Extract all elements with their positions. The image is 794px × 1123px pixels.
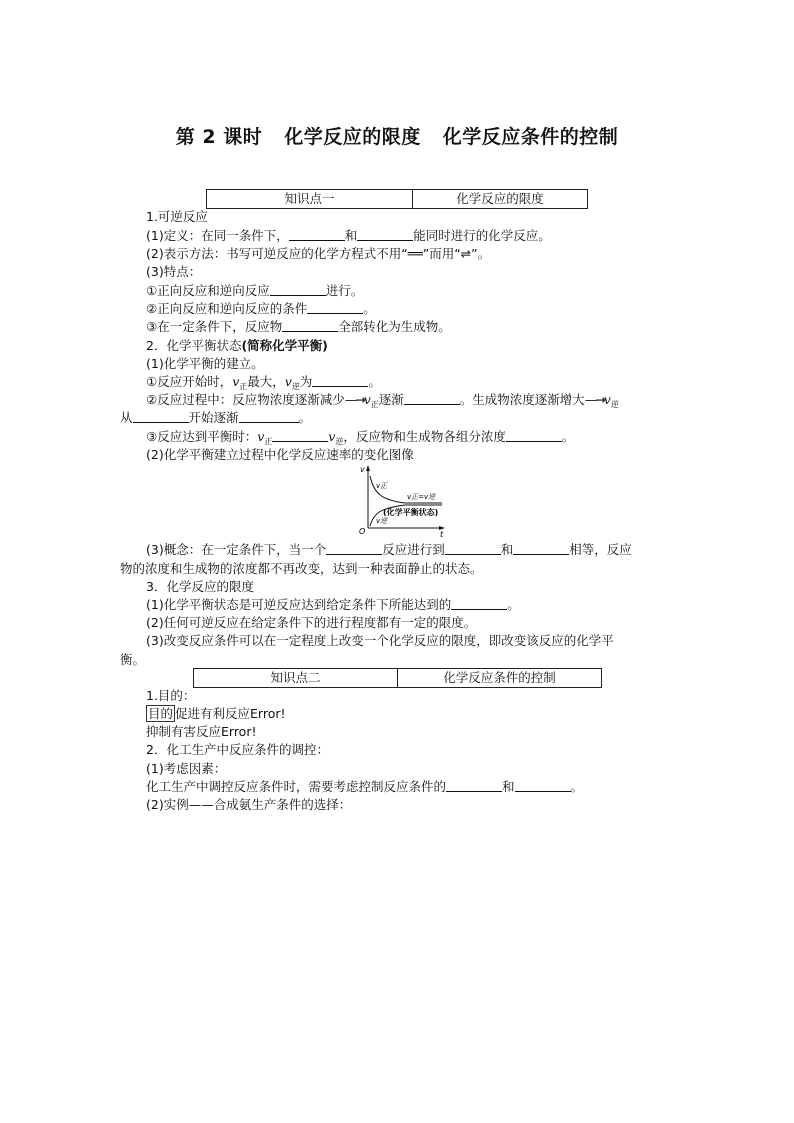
blank[interactable] <box>357 227 413 241</box>
s3-line-2: (2)任何可逆反应在给定条件下的进行程度都有一定的限度。 <box>146 615 477 630</box>
s2-establishment: (1)化学平衡的建立。 <box>146 356 264 371</box>
lesson-topic-2: 化学反应条件的控制 <box>442 126 619 148</box>
knowledge-point-1-header <box>206 189 588 209</box>
s2-concept: (3)概念：在一定条件下，当一个 反应进行到 和 相等，反应 <box>146 542 632 557</box>
kp2-title: 化学反应条件的控制 <box>397 669 601 687</box>
s1-features: (3)特点： <box>146 264 202 279</box>
x-axis-label: t <box>440 530 444 538</box>
blank[interactable] <box>307 300 363 314</box>
blank[interactable] <box>133 409 189 423</box>
s3-line-3-cont: 衡。 <box>120 652 146 667</box>
s1-representation: (2)表示方法：书写可逆反应的化学方程式不用“══”而用“⇌”。 <box>146 246 491 261</box>
y-axis-arrow-icon <box>366 465 370 471</box>
s2-step-1: ①反应开始时，$v_正$最大，$v_逆$为 。 <box>146 374 381 391</box>
kp2-label: 知识点二 <box>270 670 321 685</box>
blank[interactable] <box>515 778 571 792</box>
s4-purpose-1: 目的 促进有利反应Error! <box>148 706 286 721</box>
page-title <box>0 122 794 149</box>
equilibrium-label: v正=v逆 <box>407 493 436 501</box>
kp1-title: 化学反应的限度 <box>412 190 587 208</box>
s2-graph-caption: (2)化学平衡建立过程中化学反应速率的变化图像 <box>146 447 414 462</box>
s2-step-2: ②反应过程中：反应物浓度逐渐减少$—\to v_正$逐渐 。生成物浓度逐渐增大$—\to v_逆$ <box>146 392 619 409</box>
s1-definition: (1)定义：在同一条件下， 和 能同时进行的化学反应。 <box>146 228 551 243</box>
s1-feature-1: ①正向反应和逆向反应 进行。 <box>146 283 364 298</box>
blank[interactable] <box>270 282 326 296</box>
lesson-number: 第 2 课时 <box>175 126 263 148</box>
rate-time-graph <box>350 462 460 538</box>
forward-rate-label: v正 <box>376 482 388 490</box>
blank[interactable] <box>513 541 569 555</box>
s3-heading: 3．化学反应的限度 <box>146 579 254 594</box>
y-axis-label: v <box>360 465 365 474</box>
s3-line-1: (1)化学平衡状态是可逆反应达到给定条件下所能达到的 。 <box>146 597 520 612</box>
s2-step-2-cont: 从 开始逐渐 。 <box>120 410 312 425</box>
reverse-rate-label: v逆 <box>376 517 388 525</box>
s2-concept-cont: 物的浓度和生成物的浓度都不再改变，达到一种表面静止的状态。 <box>120 561 483 576</box>
s2-heading: 2．化学平衡状态(简称化学平衡) <box>146 338 328 353</box>
s4-factors: (1)考虑因素： <box>146 761 227 776</box>
kp1-label: 知识点一 <box>284 191 335 206</box>
s4-purpose-2: 抑制有害反应Error! <box>146 724 257 739</box>
blank[interactable] <box>506 428 562 442</box>
s1-feature-3: ③在一定条件下，反应物 全部转化为生成物。 <box>146 319 451 334</box>
blank[interactable] <box>289 227 345 241</box>
blank[interactable] <box>272 428 328 442</box>
equilibrium-state-label: (化学平衡状态) <box>383 508 439 517</box>
s2-step-3: ③反应达到平衡时：$v_正$ $v_逆$，反应物和生成物各组分浓度 。 <box>146 429 575 446</box>
origin-label: O <box>359 527 366 536</box>
blank[interactable] <box>239 409 299 423</box>
s4-heading-2: 2．化工生产中反应条件的调控： <box>146 742 329 757</box>
blank[interactable] <box>446 778 502 792</box>
s4-heading: 1.目的： <box>146 688 196 703</box>
s1-feature-2: ②正向反应和逆向反应的条件 。 <box>146 301 376 316</box>
blank[interactable] <box>451 596 507 610</box>
blank[interactable] <box>445 541 501 555</box>
blank[interactable] <box>312 373 368 387</box>
s3-line-3: (3)改变反应条件可以在一定程度上改变一个化学反应的限度，即改变该反应的化学平 <box>146 633 614 648</box>
blank[interactable] <box>282 318 338 332</box>
lesson-topic-1: 化学反应的限度 <box>284 126 421 148</box>
s4-factors-detail: 化工生产中调控反应条件时，需要考虑控制反应条件的 和 。 <box>146 779 584 794</box>
knowledge-point-2-header <box>193 668 602 688</box>
blank[interactable] <box>326 541 382 555</box>
blank[interactable] <box>404 391 460 405</box>
s1-heading: 1.可逆反应 <box>146 209 208 224</box>
s4-example: (2)实例——合成氨生产条件的选择： <box>146 797 352 812</box>
